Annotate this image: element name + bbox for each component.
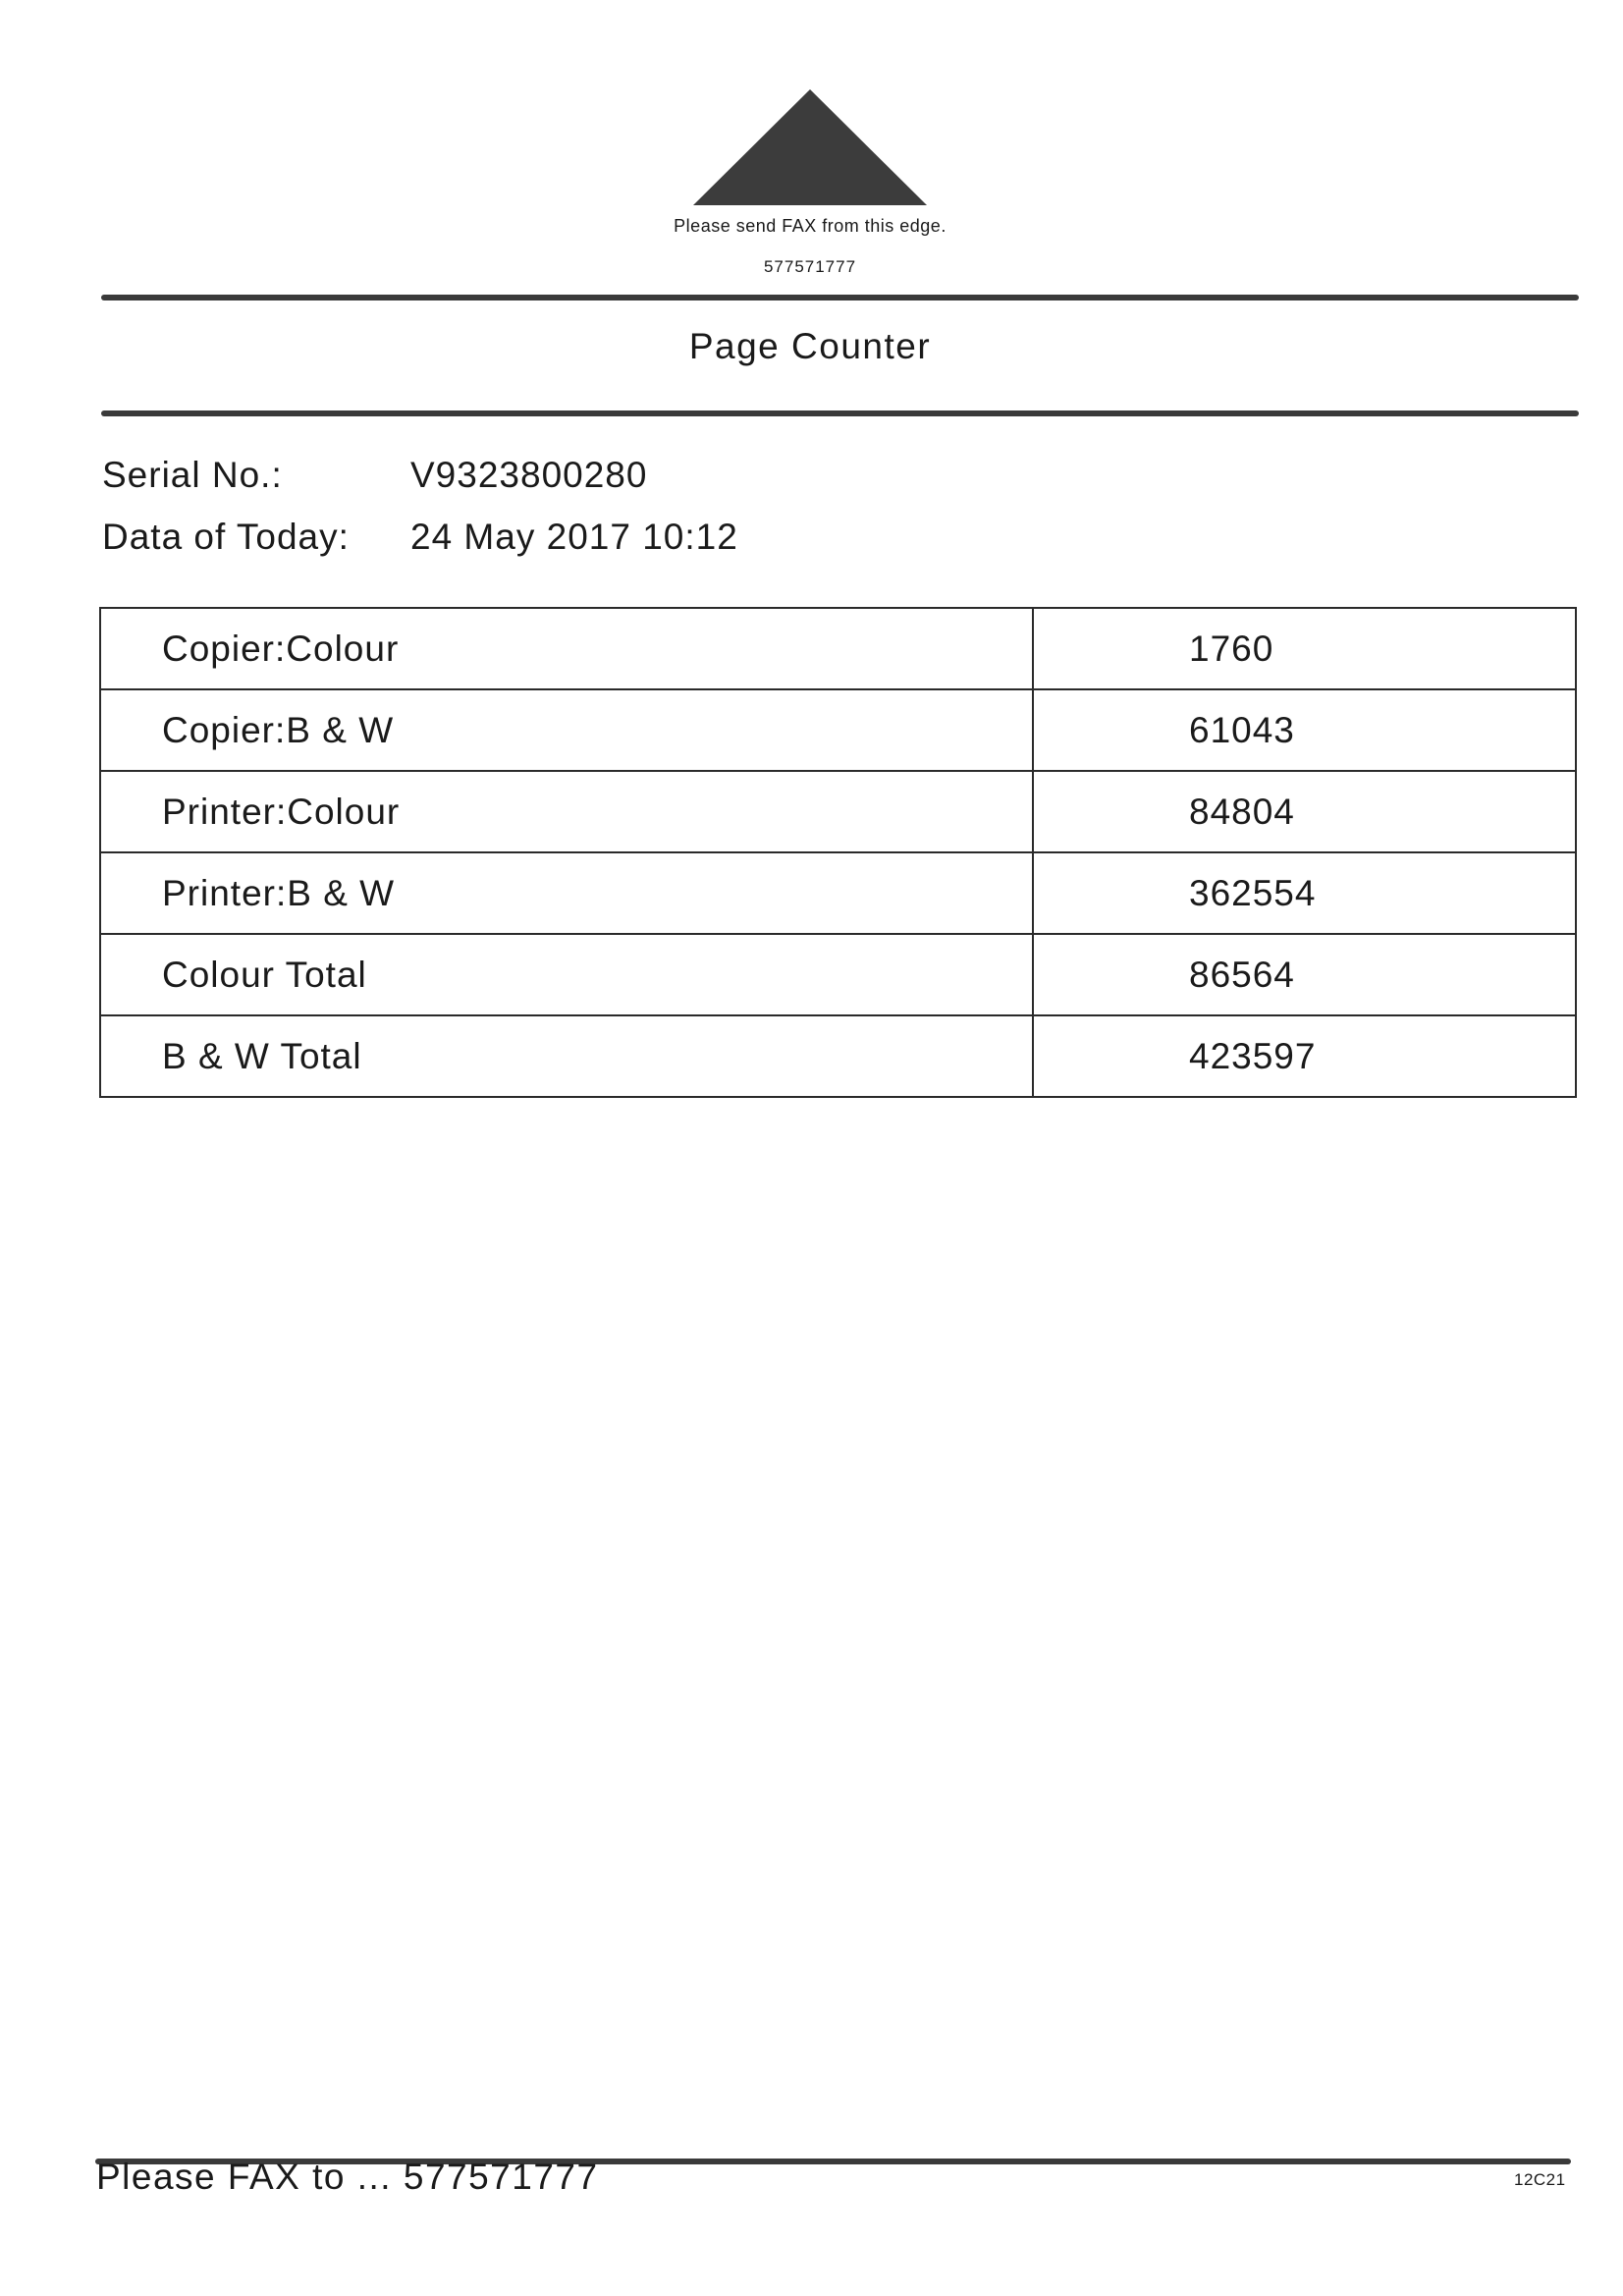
- footer-code: 12C21: [1514, 2170, 1566, 2189]
- date-value: 24 May 2017 10:12: [410, 517, 738, 557]
- counter-table: [99, 607, 1577, 1098]
- table-row: [100, 771, 1576, 852]
- counter-value: 1760: [1033, 608, 1576, 689]
- counter-label: B & W Total: [100, 1015, 1033, 1097]
- page-title: Page Counter: [688, 326, 932, 366]
- counter-label: Printer:Colour: [100, 771, 1033, 852]
- footer-fax-to: Please FAX to ... 577571777: [96, 2157, 599, 2197]
- table-row: [100, 608, 1576, 689]
- table-row: [100, 852, 1576, 934]
- top-divider: [101, 295, 1579, 301]
- counter-value: 84804: [1033, 771, 1576, 852]
- counter-label: Copier:B & W: [100, 689, 1033, 771]
- serial-label: Serial No.:: [102, 455, 283, 495]
- date-label: Data of Today:: [102, 517, 350, 557]
- title-divider: [101, 410, 1579, 416]
- fax-edge-number: 577571777: [763, 257, 857, 276]
- table-row: [100, 934, 1576, 1015]
- counter-label: Copier:Colour: [100, 608, 1033, 689]
- counter-value: 86564: [1033, 934, 1576, 1015]
- serial-value: V9323800280: [410, 455, 648, 495]
- counter-label: Colour Total: [100, 934, 1033, 1015]
- counter-value: 423597: [1033, 1015, 1576, 1097]
- fax-edge-instruction: Please send FAX from this edge.: [674, 216, 947, 236]
- counter-value: 61043: [1033, 689, 1576, 771]
- table-row: [100, 1015, 1576, 1097]
- counter-value: 362554: [1033, 852, 1576, 934]
- table-row: [100, 689, 1576, 771]
- counter-label: Printer:B & W: [100, 852, 1033, 934]
- fax-edge-triangle-icon: [693, 89, 927, 205]
